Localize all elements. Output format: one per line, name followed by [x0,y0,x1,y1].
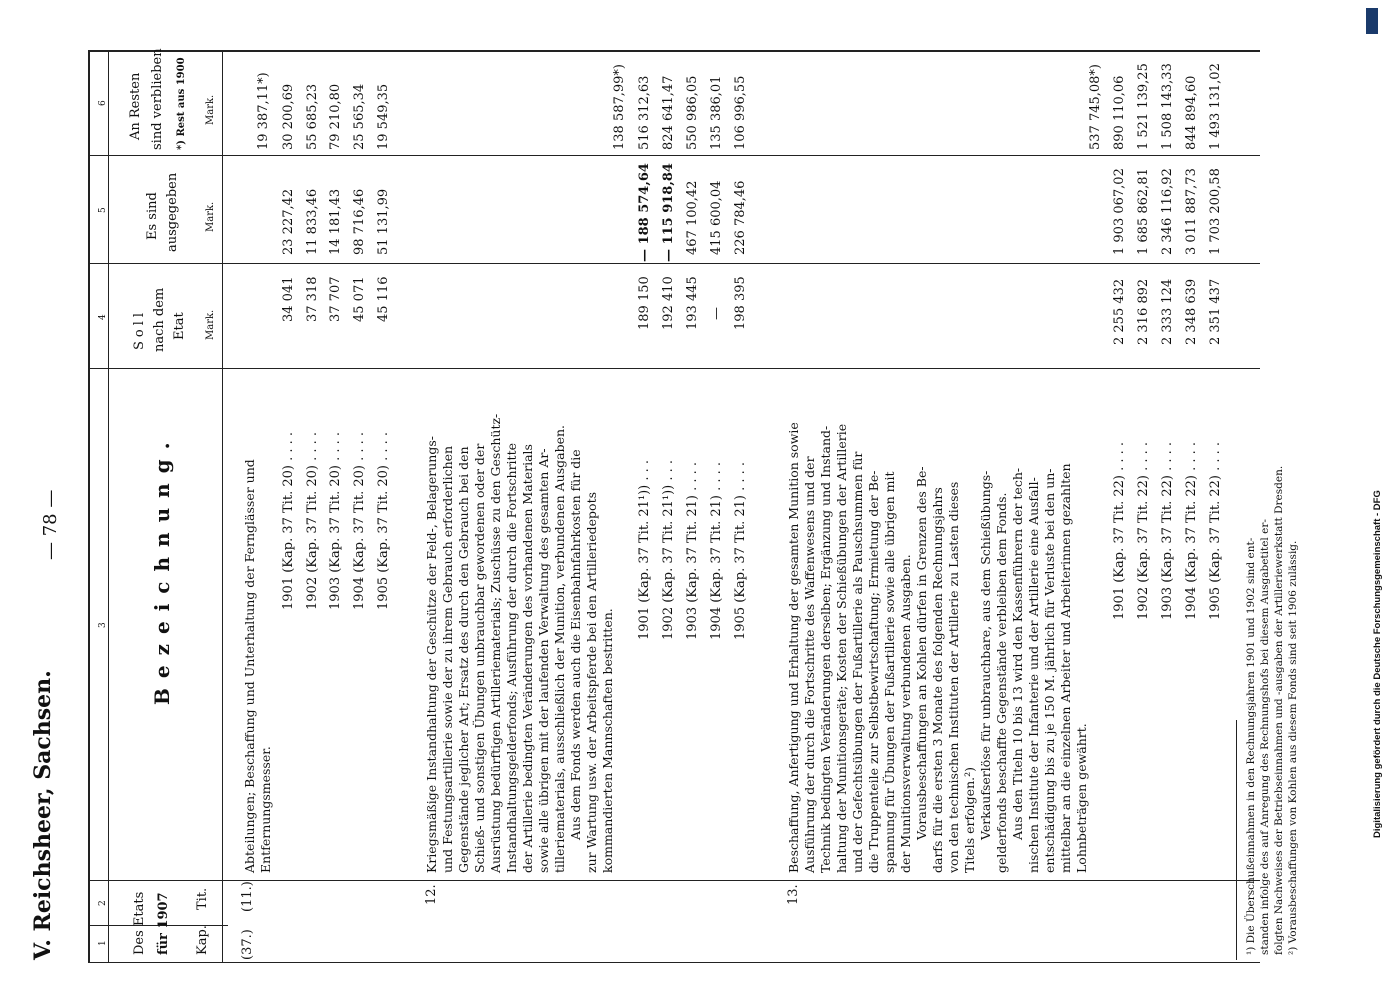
s3-row-1-label: 1901 (Kap. 37 Tit. 22) . . . . [1112,441,1127,620]
col1-header-kap: Kap. [195,925,210,955]
s2-row-3-soll: 193 445 [685,276,700,330]
s2-row-2-soll: 192 410 [661,276,676,330]
section-2-text-line-2: und Festungsartillerie sowie der zu ihrem Gebrauch erforderlichen [440,445,455,873]
s3-row-4-ausgegeben: 3 011 887,73 [1184,168,1199,255]
col1-header-year: für 1907 [156,892,171,955]
section-3-text-line-16: nischen Institute der Infanterie und der Artillerie eine Ausfall- [1026,477,1041,873]
col5-header-line1: Es sind [145,192,160,240]
col-number-2: 2 [98,900,108,906]
s1-row-1-soll: 34 041 [281,276,296,322]
col6-header-line1: An Resten [128,72,143,140]
section-3-text-line-1: Beschaffung, Anfertigung und Erhaltung der gesamten Munition sowie [786,422,801,873]
s1-row-4-label: 1904 (Kap. 37 Tit. 20) . . . . [352,431,367,610]
s2-row-5-soll: 198 395 [733,276,748,330]
s1-row-2-ausgegeben: 11 833,46 [305,188,320,255]
page-number: — 78 — [40,489,61,560]
s1-row-2-soll: 37 318 [305,276,320,322]
section-1-tit: (11.) [240,881,255,912]
col-sep-6-5 [88,155,1260,156]
s1-row-5-label: 1905 (Kap. 37 Tit. 20) . . . . [376,431,391,610]
table-left-rule [88,50,90,962]
section-3-text-line-18: mittelbar an die einzelnen Arbeiter und Arbeiterinnen gezahlten [1058,463,1073,873]
col4-header-soll: Soll [132,308,147,350]
s3-row-3-reste: 1 508 143,33 [1160,63,1175,150]
footnote-rule [1236,720,1237,960]
s1-row-3-ausgegeben: 14 181,43 [328,188,343,255]
section-3-text-line-13: Verkaufserlöse für unbrauchbare, aus dem Schießübungs- [978,470,993,840]
s3-row-2-label: 1902 (Kap. 37 Tit. 22) . . . . [1136,441,1151,620]
col5-header-unit: Mark. [205,201,216,232]
dfg-side-note: Digitalisierung gefördert durch die Deutsche Forschungsgemeinschaft - DFG [1372,490,1383,838]
col-number-1: 1 [98,940,108,946]
section-3-text-line-10: darfs für die ersten 3 Monate des folgenden Rechnungsjahrs [930,487,945,873]
col-sep-3-2 [88,880,1260,881]
s3-row-5-label: 1905 (Kap. 37 Tit. 22) . . . . [1208,441,1223,620]
s3-row-5-ausgegeben: 1 703 200,58 [1208,168,1223,255]
s2-row-4-label: 1904 (Kap. 37 Tit. 21) . . . . [709,461,724,640]
s2-row-3-ausgegeben: 467 100,42 [685,180,700,255]
section-3-text-line-12: Titels erfolgen.²) [962,767,977,873]
section-2-text-line-11: zur Wartung usw. der Arbeitspferde bei den Artilleriedepots [584,491,599,873]
s1-row-3-label: 1903 (Kap. 37 Tit. 20) . . . . [328,431,343,610]
header-num-rule [108,50,109,962]
col6-header-unit: Mark. [205,94,216,125]
s2-row-2-ausgegeben: — 115 918,84 [661,163,676,262]
s3-row-4-reste: 844 894,60 [1184,75,1199,150]
s3-row-2-ausgegeben: 1 685 862,81 [1136,168,1151,255]
section-1-text-line-2: Entfernungsmesser. [258,746,273,873]
section-3-text-line-2: Ausführung der durch die Fortschritte des Waffenwesens und der [802,456,817,873]
s2-row-1-label: 1901 (Kap. 37 Tit. 21¹)) . . . [637,459,652,640]
section-3-text-line-6: die Truppenteile zur Selbstbewirtschaftung; Ermietung der Be- [866,470,881,873]
section-1-kap: (37.) [240,929,255,960]
s3-row-1-soll: 2 255 432 [1112,278,1127,345]
section-3-text-line-9: Vorausbeschaffungen an Kohlen dürfen in Grenzen des Be- [914,466,929,840]
s3-row-5-reste: 1 493 131,02 [1208,63,1223,150]
col-number-5: 5 [98,207,108,213]
s1-row-5-ausgegeben: 51 131,99 [376,188,391,255]
col4-header-nach: nach dem [152,287,167,352]
table-bottom-rule [88,962,1260,963]
section-1-text-line-1: Abteilungen; Beschaffung und Unterhaltung der Fernglässer und [242,459,257,873]
s1-row-1-label: 1901 (Kap. 37 Tit. 20) . . . . [281,431,296,610]
section-2-text-line-8: sowie alle übrigen mit der laufenden Verwaltung des gesamten Ar- [536,448,551,873]
s2-row-4-reste: 135 386,01 [709,75,724,150]
s1-row-3-soll: 37 707 [328,276,343,322]
section-3-text-line-4: haltung der Munitionsgeräte; Kosten der Schießübungen der Artillerie [834,423,849,873]
s1-row-5-soll: 45 116 [376,276,391,322]
section-3-text-line-11: von den technischen Instituten der Artillerie zu Lasten dieses [946,481,961,873]
s2-row-1-ausgegeben: — 188 574,64 [637,163,652,262]
s1-row-4-soll: 45 071 [352,276,367,322]
footnote-line-4: ²) Vorausbeschaffungen von Kohlen aus diesem Fonds sind seit 1906 zulässig. [1287,540,1299,955]
s1-row-4-reste: 79 210,80 [328,83,343,150]
section-3-text-line-15: Aus den Titeln 10 bis 13 wird den Kassenführern der tech- [1010,467,1025,840]
footnote-line-1: ¹) Die Überschußeinnahmen in den Rechnungsjahren 1901 und 1902 sind ent- [1245,537,1257,955]
section-2-text-line-3: Gegenstände jeglicher Art; Ersatz des durch den Gebrauch bei den [456,446,471,873]
s3-row-1-reste: 890 110,06 [1112,75,1127,150]
section-3-text-line-8: der Munitionsverwaltung verbundenen Ausgaben. [898,554,913,873]
s3-row-4-label: 1904 (Kap. 37 Tit. 22) . . . . [1184,441,1199,620]
section-2-text-line-10: Aus dem Fonds werden auch die Eisenbahnfahrkosten für die [568,449,583,840]
s3-row-3-label: 1903 (Kap. 37 Tit. 22) . . . . [1160,441,1175,620]
s1-row-5-reste: 25 565,34 [352,83,367,150]
s1-row-1-ausgegeben: 23 227,42 [281,188,296,255]
col6-header-note: *) Rest aus 1900 [176,57,187,150]
s2-first-reste: 138 587,99*) [612,63,627,150]
section-3-text-line-19: Lohnbeträgen gewährt. [1074,723,1089,873]
col3-header: Bezeichnung. [150,432,174,705]
s1-row-2-reste: 30 200,69 [281,83,296,150]
section-3-text-line-17: entschädigung bis zu je 150 M. jährlich für Verluste bei den un- [1042,468,1057,873]
section-2-text-line-6: Instandhaltungsgelderfonds; Ausführung der durch die Fortschritte [504,443,519,873]
s3-row-2-reste: 1 521 139,25 [1136,63,1151,150]
s2-row-3-label: 1903 (Kap. 37 Tit. 21) . . . . [685,461,700,640]
col-number-3: 3 [98,622,108,628]
section-title: V. Reichsheer, Sachsen. [30,670,56,960]
s3-first-reste: 537 745,08*) [1088,63,1103,150]
s2-row-1-reste: 516 312,63 [637,75,652,150]
section-3-tit: 13. [786,884,801,905]
s2-row-1-soll: 189 150 [637,276,652,330]
col4-header-unit: Mark. [205,309,216,340]
s1-row-2-label: 1902 (Kap. 37 Tit. 20) . . . . [305,431,320,610]
s3-row-5-soll: 2 351 437 [1208,278,1223,345]
s3-row-1-ausgegeben: 1 903 067,02 [1112,168,1127,255]
section-3-text-line-14: gelderfonds beschaffte Gegenstände verbleiben dem Fonds. [994,492,1009,873]
s3-row-3-ausgegeben: 2 346 116,92 [1160,168,1175,255]
footnote-line-2: standen infolge des auf Anregung des Rechnungshofs bei diesem Ausgabetitel er- [1259,519,1271,955]
section-3-text-line-3: Technik bedingten Veränderungen derselben; Ergänzung und Instand- [818,425,833,873]
s2-row-4-soll: — [709,307,724,320]
col-sep-5-4 [88,263,1260,264]
section-2-tit: 12. [424,884,439,905]
col-number-6: 6 [98,100,108,106]
s2-row-4-ausgegeben: 415 600,04 [709,180,724,255]
col2-header-tit: Tit. [195,887,210,910]
header-rule [222,50,223,962]
section-2-text-line-12: kommandierten Mannschaften bestritten. [600,608,615,873]
s2-row-2-label: 1902 (Kap. 37 Tit. 21¹)) . . . [661,459,676,640]
table-top-rule [88,50,1260,52]
col-number-4: 4 [98,314,108,320]
s2-row-5-reste: 106 996,55 [733,75,748,150]
s2-row-5-label: 1905 (Kap. 37 Tit. 21) . . . . [733,461,748,640]
s1-row-3-reste: 55 685,23 [305,83,320,150]
s1-extra-reste: 19 549,35 [376,83,391,150]
col4-header-etat: Etat [172,312,187,340]
s3-row-4-soll: 2 348 639 [1184,278,1199,345]
section-3-text-line-7: spannung für Übungen der Fußartillerie sowie alle übrigen mit [882,471,897,873]
dfg-logo [1366,8,1378,34]
s2-row-5-ausgegeben: 226 784,46 [733,180,748,255]
section-2-text-line-9: tilleriematerials, ausschließlich der Munition, verbundenen Ausgaben. [552,424,567,873]
section-2-text-line-7: der Artillerie bedingten Veränderungen des vorhandenen Materials [520,444,535,873]
section-2-text-line-5: Ausrüstung bedürftigen Artilleriematerials; Zuschüsse zu den Geschütz- [488,413,503,873]
s1-row-1-reste: 19 387,11*) [256,72,271,150]
s2-row-2-reste: 824 641,47 [661,75,676,150]
s2-row-3-reste: 550 986,05 [685,75,700,150]
section-2-text-line-1: Kriegsmäßige Instandhaltung der Geschütze der Feld-, Belagerungs- [424,436,439,873]
col-sep-4-3 [88,368,1260,369]
section-2-text-line-4: Schieß- und sonstigen Übungen unbrauchbar gewordenen oder der [472,443,487,873]
s3-row-2-soll: 2 316 892 [1136,278,1151,345]
col5-header-line2: ausgegeben [165,172,180,252]
footnote-line-3: folgten Nachweises der Betriebseinnahmen und -ausgaben der Artilleriewerkstatt Dresden. [1273,465,1285,955]
s1-row-4-ausgegeben: 98 716,46 [352,188,367,255]
col1-header-title: Des Etats [132,891,147,955]
section-3-text-line-5: und der Gefechtsübungen der Fußartillerie als Pauschsummen für [850,451,865,873]
col6-header-line2: sind verblieben [150,48,165,150]
s3-row-3-soll: 2 333 124 [1160,278,1175,345]
